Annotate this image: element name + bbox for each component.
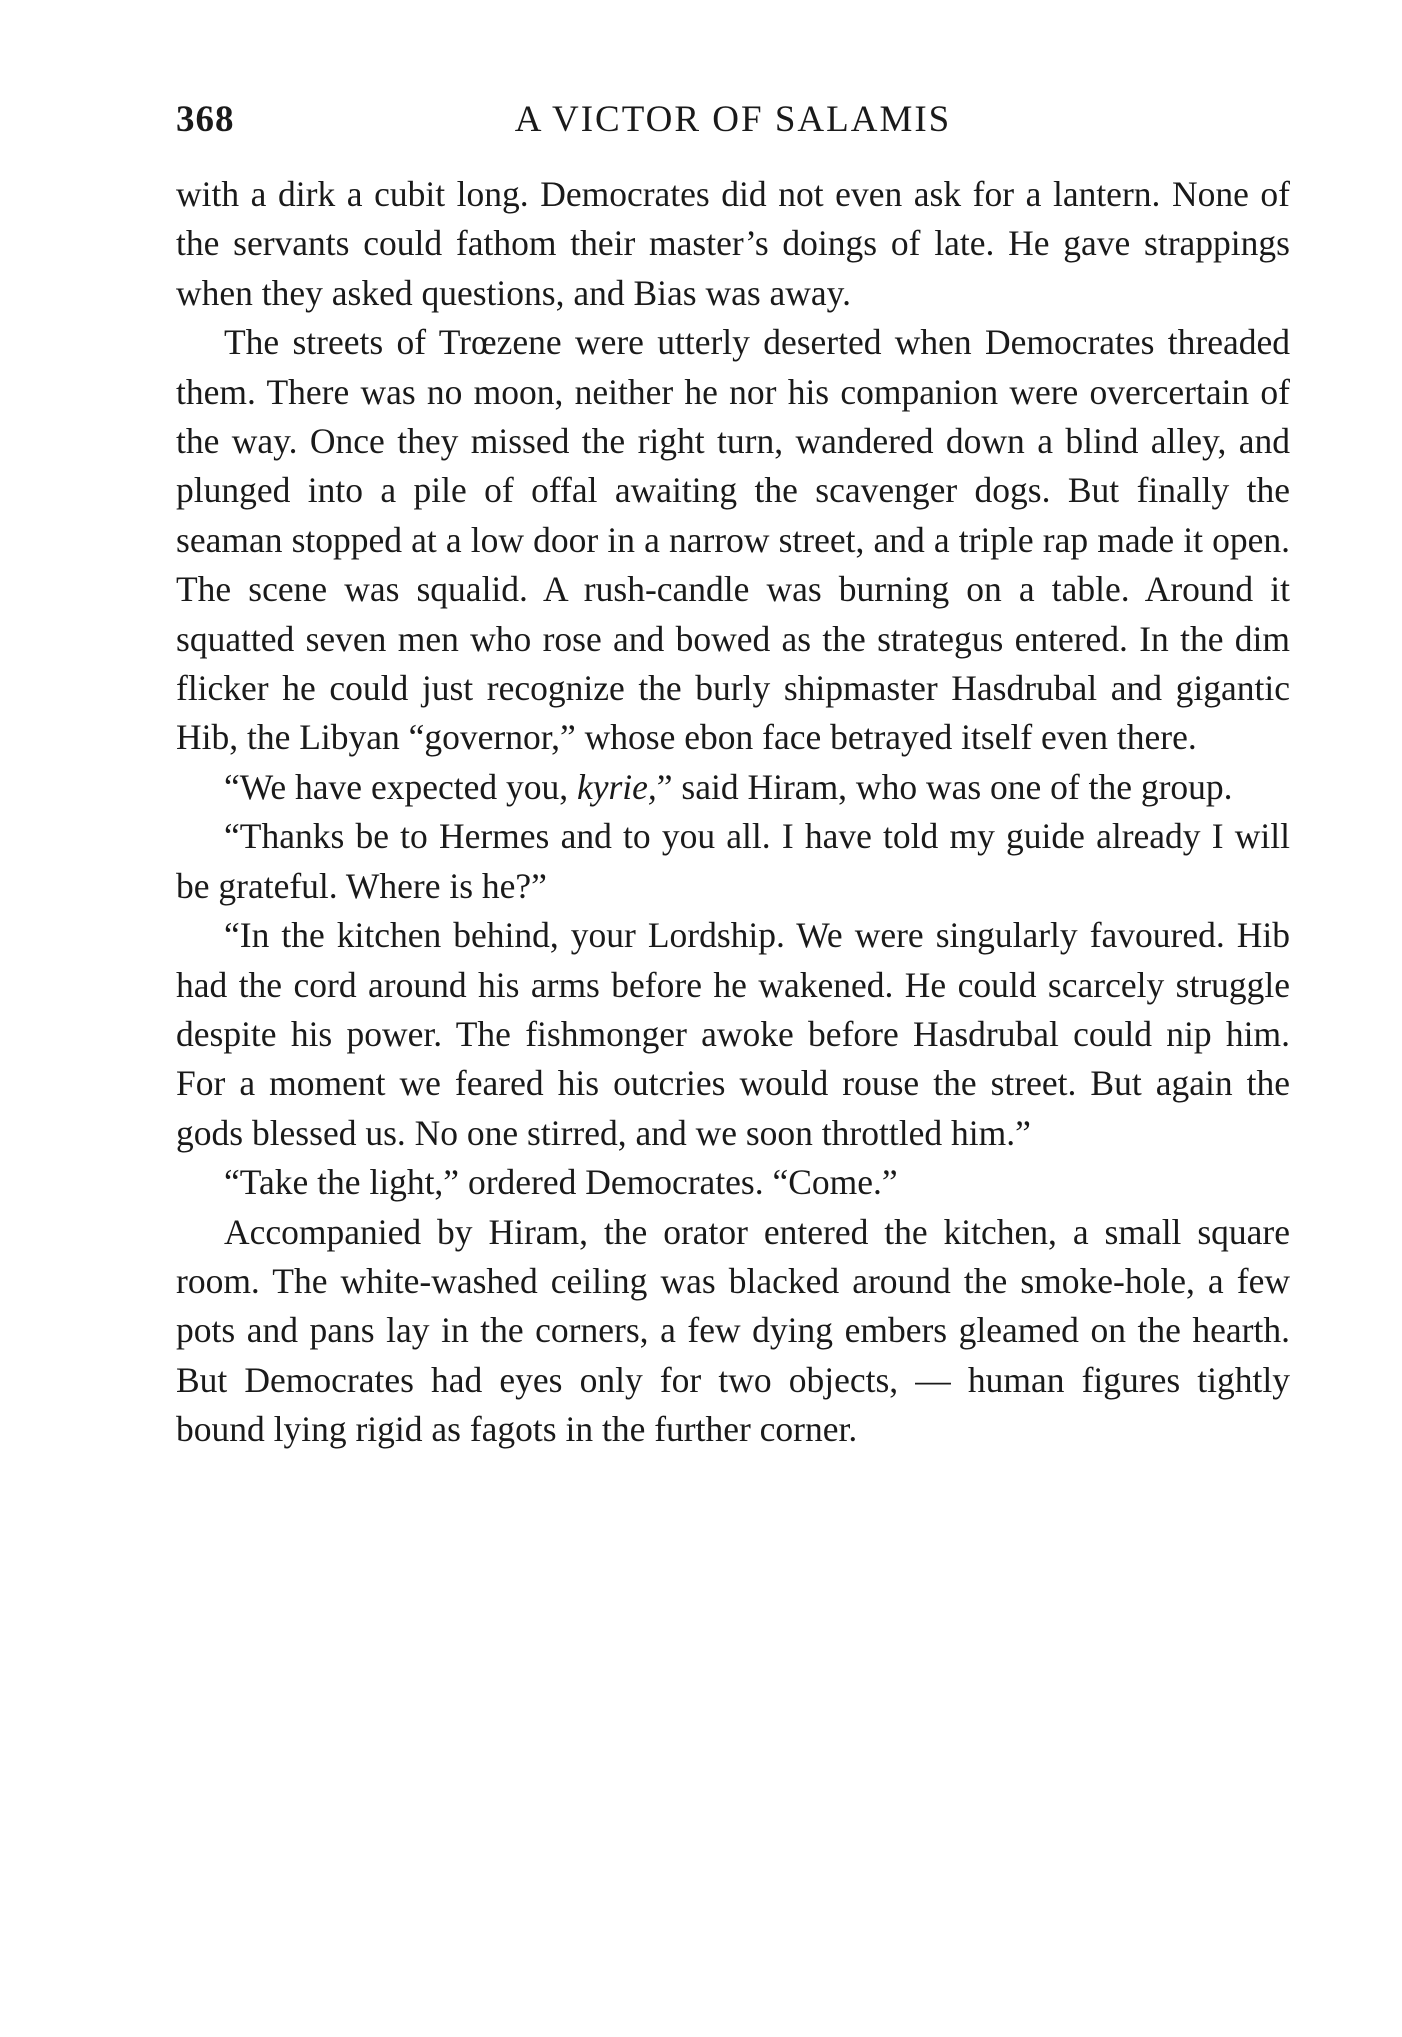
italic-word: kyrie, bbox=[576, 766, 657, 807]
paragraph: “Thanks be to Hermes and to you all. I have told my guide already I will be grateful. Where is he?” bbox=[176, 816, 1290, 906]
page-number: 368 bbox=[176, 99, 235, 140]
paragraph: The streets of Trœzene were utterly deserted when Democrates threaded them. There was no moon, neither he nor his companion were overcertain of the way. Once they missed the right turn, wandered down a blind alley, and plunged into a pile of offal awaiting the scavenger dogs. But finally the seaman stopped at a low door in a narrow street, and a triple rap made it open. The scene was squalid. A rush-candle was burning on a table. Around it squatted seven men who rose and bowed as the strategus entered. In the dim flicker he could just recognize the burly shipmaster Hasdrubal and gigantic Hib, the Libyan “governor,” whose ebon face betrayed itself even there. bbox=[176, 322, 1290, 758]
paragraph: “Take the light,” ordered Democrates. “Come.” bbox=[224, 1162, 898, 1203]
text-run: “We have expected you, bbox=[224, 766, 577, 807]
book-title: A VICTOR OF SALAMIS bbox=[514, 99, 952, 140]
running-head bbox=[176, 88, 1290, 148]
book-page bbox=[176, 88, 1290, 1455]
paragraph: “In the kitchen behind, your Lordship. We were singularly favoured. Hib had the cord around his arms before he wakened. He could scarcely struggle despite his power. The fishmonger awoke before Hasdrubal could nip him. For a moment we feared his outcries would rouse the street. But again the gods blessed us. No one stirred, and we soon throttled him.” bbox=[176, 915, 1290, 1153]
body-text bbox=[176, 170, 1290, 1455]
paragraph: Accompanied by Hiram, the orator entered the kitchen, a small square room. The white-washed ceiling was blacked around the smoke-hole, a few pots and pans lay in the corners, a few dying embers gleamed on the hearth. But Democrates had eyes only for two objects, — human figures tightly bound lying rigid as fagots in the further corner. bbox=[176, 1211, 1290, 1450]
paragraph: with a dirk a cubit long. Democrates did not even ask for a lantern. None of the servants could fathom their master’s doings of late. He gave strappings when they asked questions, and Bias was away. bbox=[176, 174, 1290, 313]
text-run: ” said Hiram, who was one of the group. bbox=[656, 766, 1233, 807]
paragraph bbox=[176, 763, 1290, 812]
